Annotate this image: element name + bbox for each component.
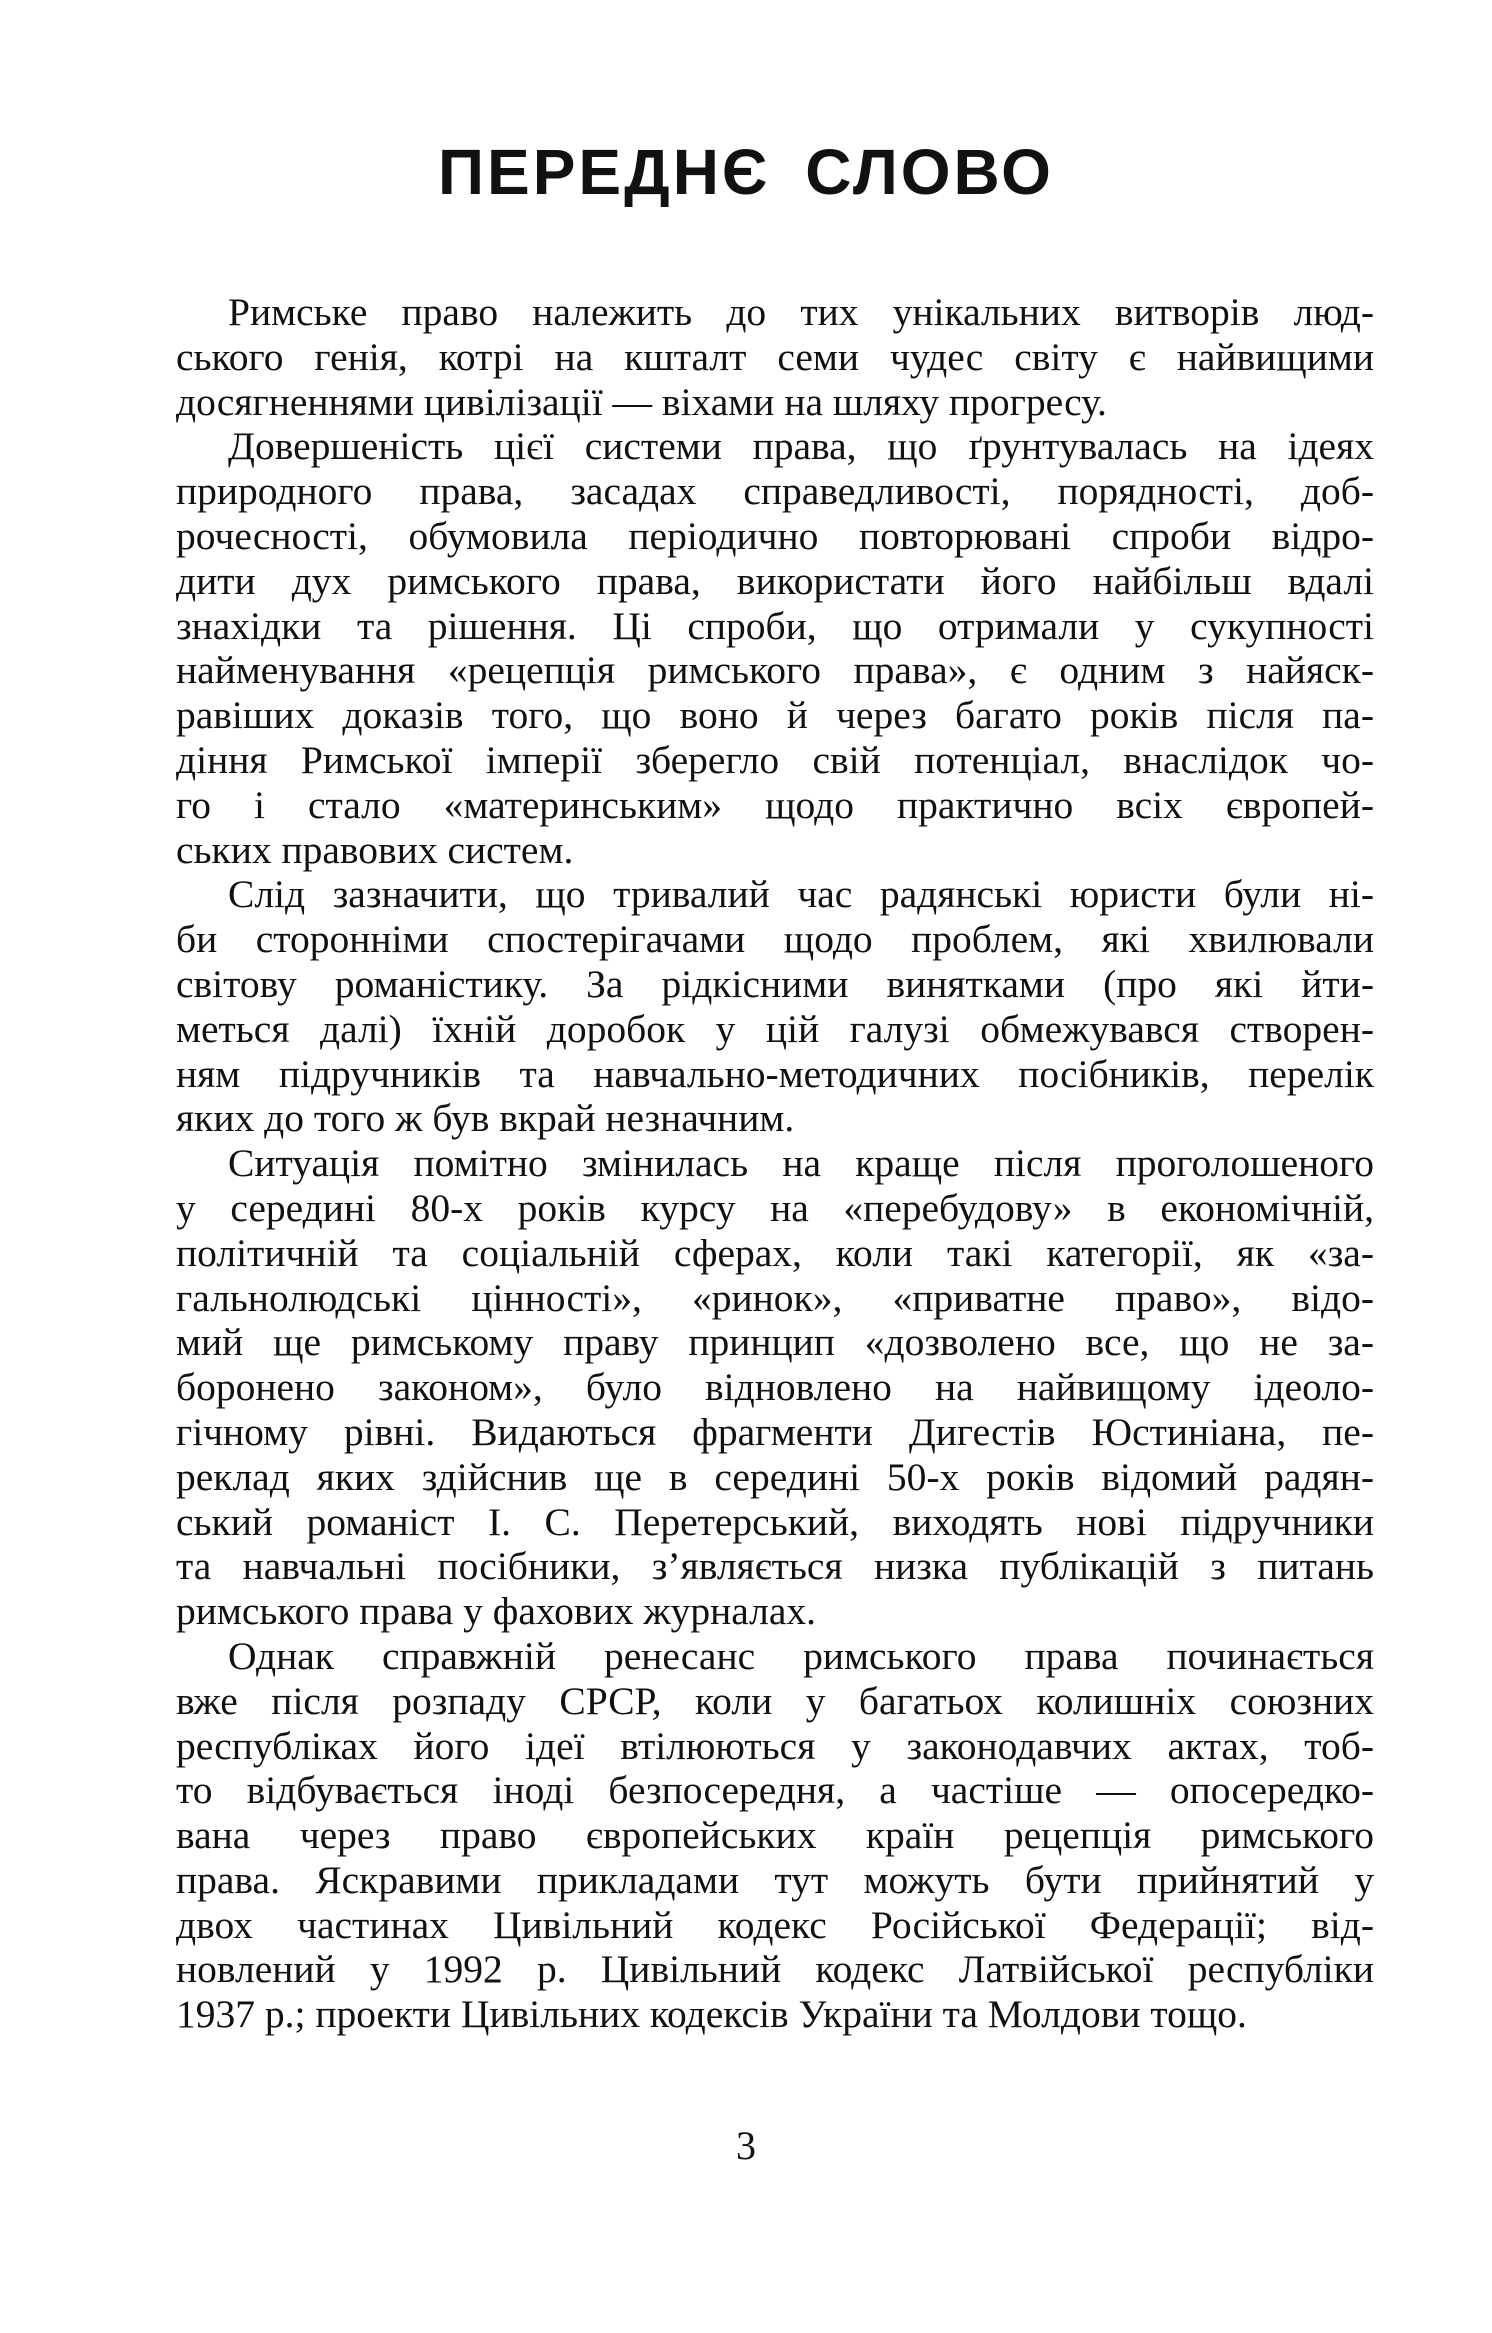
text-line: яких до того ж був вкрай незначним. [176,1096,795,1141]
text-line: рочесності, обумовила періодично повторювані спроби відро- [176,513,1374,558]
text-line: ських правових систем. [176,827,574,872]
text-line: двох частинах Цивільний кодекс Російської Федерації; від- [176,1902,1374,1947]
text-line: Довершеність цієї системи права, що ґрунтувалась на ідеях [228,424,1374,469]
text-line: римського права у фахових журналах. [176,1589,817,1634]
text-line: равіших доказів того, що воно й через багато років після па- [176,693,1374,738]
text-line: у середині 80-х років курсу на «перебудову» в економічній, [176,1185,1374,1230]
text-line: гічному рівні. Видаються фрагменти Дигестів Юстиніана, пе- [176,1409,1374,1454]
text-line: Однак справжній ренесанс римського права починається [228,1633,1374,1678]
paragraph [176,424,1374,872]
text-line: реклад яких здійснив ще в середині 50-х років відомий радян- [176,1454,1374,1499]
text-line: ням підручників та навчально-методичних посібників, перелік [176,1051,1374,1096]
paragraph [176,872,1374,1141]
text-line: Ситуація помітно змінилась на краще після проголошеного [228,1141,1374,1186]
text-line: дити дух римського права, використати його найбільш вдалі [176,558,1374,603]
text-line: новлений у 1992 р. Цивільний кодекс Латвійської республіки [176,1947,1374,1992]
text-line: мий ще римському праву принцип «дозволено все, що не за- [176,1320,1374,1365]
text-line: досягненнями цивілізації — віхами на шляху прогресу. [176,379,1107,424]
text-line: світову романістику. За рідкісними винятками (про які йти- [176,961,1374,1006]
text-line: меться далі) їхній доробок у цій галузі обмежувався створен- [176,1006,1374,1051]
text-line: політичній та соціальній сферах, коли такі категорії, як «за- [176,1230,1374,1275]
text-line: би сторонніми спостерігачами щодо проблем, які хвилювали [176,917,1374,962]
page-number: 3 [736,2123,756,2168]
page-heading: ПЕРЕДНЄ СЛОВО [438,136,1054,208]
text-line: ського генія, котрі на кшталт семи чудес світу є найвищими [176,334,1374,379]
text-line: ський романіст І. С. Перетерський, виходять нові підручники [176,1499,1374,1544]
paragraph [176,1634,1374,2037]
text-line: Слід зазначити, що тривалий час радянські юристи були ні- [228,872,1374,917]
text-line: то відбувається іноді безпосередня, а частіше — опосередко- [176,1768,1374,1813]
text-line: 1937 р.; проекти Цивільних кодексів України та Молдови тощо. [176,1992,1247,2037]
text-line: боронено законом», було відновлено на найвищому ідеоло- [176,1365,1374,1410]
text-line: вже після розпаду СРСР, коли у багатьох колишніх союзних [176,1678,1374,1723]
text-line: діння Римської імперії зберегло свій потенціал, внаслідок чо- [176,737,1374,782]
paragraph [176,1141,1374,1634]
text-line: го і стало «материнським» щодо практично всіх європей- [176,782,1374,827]
text-line: найменування «рецепція римського права», є одним з найяск- [176,648,1374,693]
text-line: та навчальні посібники, з’являється низка публікацій з питань [176,1544,1374,1589]
text-line: природного права, засадах справедливості, порядності, доб- [176,469,1374,514]
text-line: знахідки та рішення. Ці спроби, що отримали у сукупності [176,603,1374,648]
text-line: Римське право належить до тих унікальних витворів люд- [228,290,1374,334]
text-line: права. Яскравими прикладами тут можуть бути прийнятий у [176,1857,1374,1902]
text-line: вана через право європейських країн рецепція римського [176,1813,1374,1858]
body-text [176,290,1374,2037]
text-line: республіках його ідеї втілюються у законодавчих актах, тоб- [176,1723,1374,1768]
text-line: гальнолюдські цінності», «ринок», «приватне право», відо- [176,1275,1374,1320]
paragraph [176,290,1374,424]
